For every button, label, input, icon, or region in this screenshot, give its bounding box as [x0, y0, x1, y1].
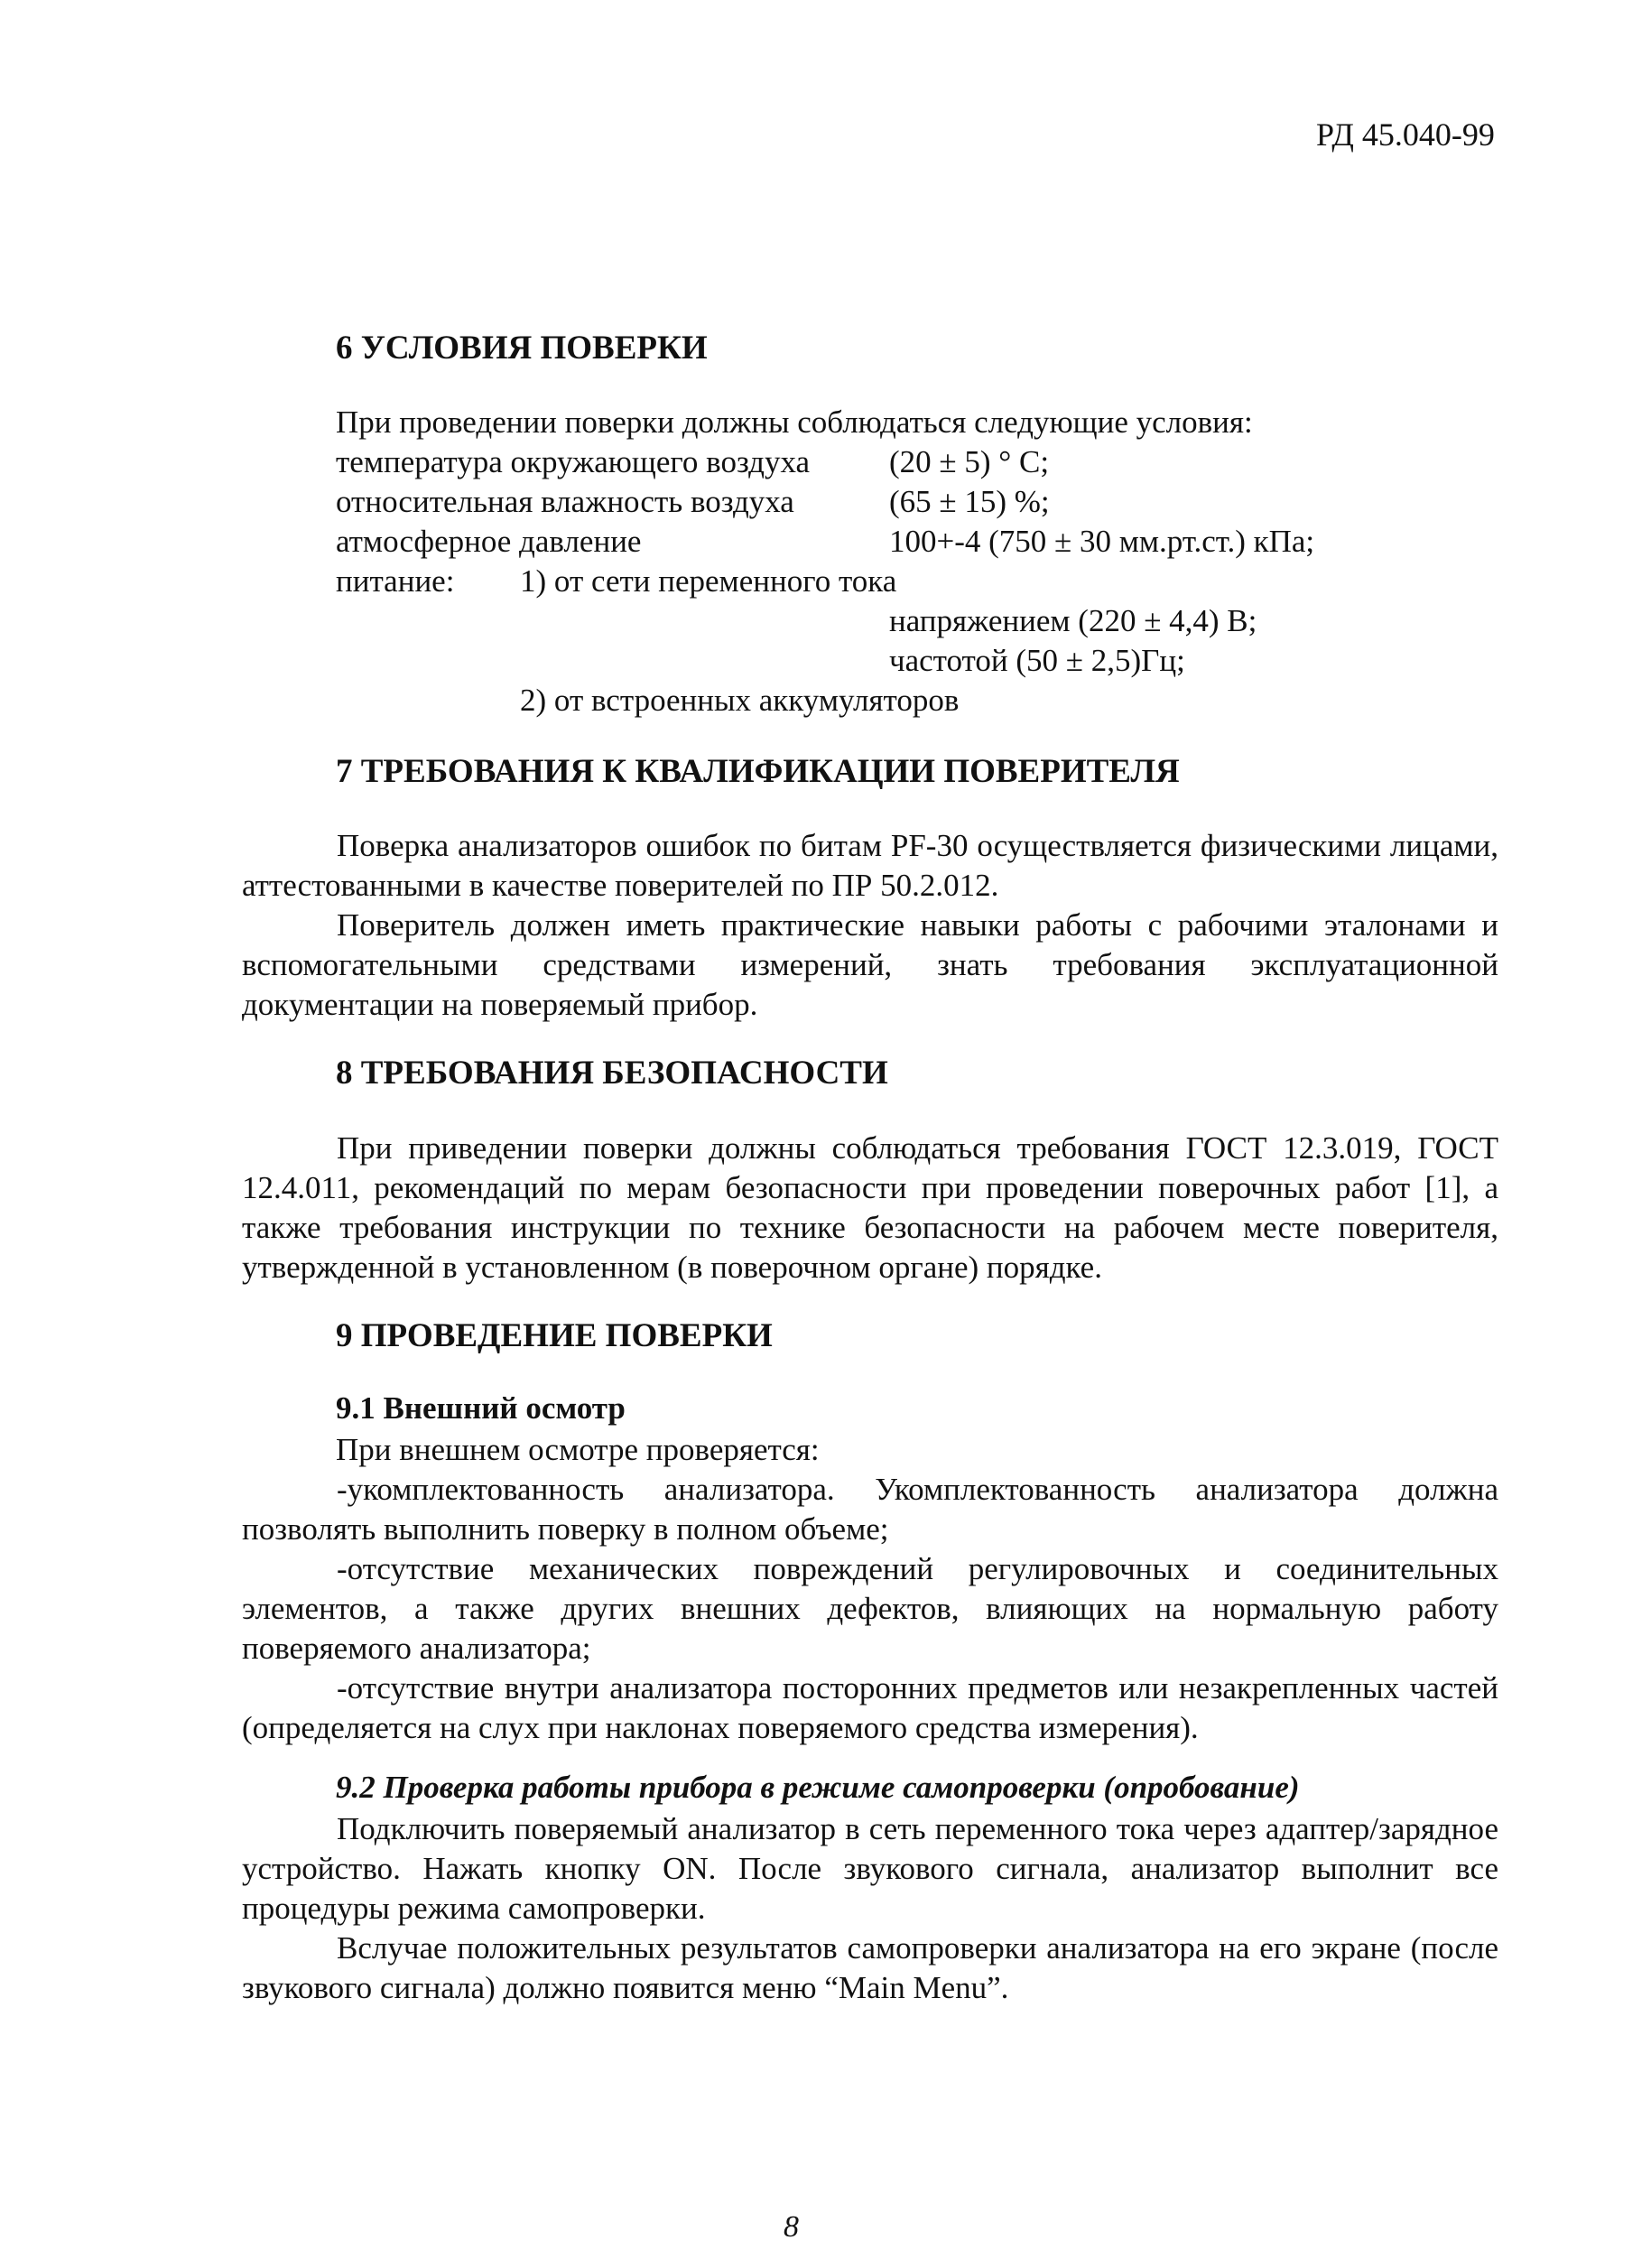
section-7-paragraph-2: Поверитель должен иметь практические навыки работы с рабочими эталонами и вспомогательными средствами измерений, знать требования эксплуатационной документации на поверяемый прибор.	[242, 907, 1498, 1022]
subsection-9-1-title: 9.1 Внешний осмотр	[336, 1390, 626, 1426]
self-test-paragraph-2: Вслучае положительных результатов самопроверки анализатора на его экране (после звукового сигнала) должно появится меню “Main Menu”.	[242, 1930, 1498, 2005]
condition-label-humidity: относительная влажность воздуха	[336, 484, 794, 519]
section-8-paragraph: При приведении поверки должны соблюдаться требования ГОСТ 12.3.019, ГОСТ 12.4.011, рекомендаций по мерам безопасности при проведении поверочных работ [1], а также требования инструкции по технике безопасности на рабочем месте поверителя, утвержденной в установленном (в поверочном органе) порядке.	[242, 1130, 1498, 1285]
inspection-intro: При внешнем осмотре проверяется:	[336, 1432, 820, 1467]
section-8-title: 8 ТРЕБОВАНИЯ БЕЗОПАСНОСТИ	[336, 1055, 888, 1092]
conditions-intro: При проведении поверки должны соблюдаться следующие условия:	[336, 404, 1253, 440]
condition-label-pressure: атмосферное давление	[336, 524, 642, 559]
power-label: питание:	[336, 563, 455, 599]
power-frequency: частотой (50 ± 2,5)Гц;	[889, 643, 1185, 678]
subsection-9-2-title: 9.2 Проверка работы прибора в режиме самопроверки (опробование)	[336, 1770, 1300, 1805]
self-test-paragraph-1: Подключить поверяемый анализатор в сеть переменного тока через адаптер/зарядное устройство. Нажать кнопку ON. После звукового сигнала, анализатор выполнит все процедуры режима самопроверки.	[242, 1811, 1498, 1926]
section-6-title: 6 УСЛОВИЯ ПОВЕРКИ	[336, 330, 708, 367]
power-option-battery: 2) от встроенных аккумуляторов	[520, 683, 960, 718]
power-option-mains: 1) от сети переменного тока	[520, 563, 897, 599]
condition-value-pressure: 100+-4 (750 ± 30 мм.рт.ст.) кПа;	[889, 524, 1315, 559]
section-7-title: 7 ТРЕБОВАНИЯ К КВАЛИФИКАЦИИ ПОВЕРИТЕЛЯ	[336, 753, 1180, 790]
inspection-item-completeness: -укомплектованность анализатора. Укомплектованность анализатора должна позволять выполнить поверку в полном объеме;	[242, 1472, 1498, 1547]
section-9-title: 9 ПРОВЕДЕНИЕ ПОВЕРКИ	[336, 1317, 773, 1354]
section-7-paragraph-1: Поверка анализаторов ошибок по битам PF-30 осуществляется физическими лицами, аттестованными в качестве поверителей по ПР 50.2.012.	[242, 828, 1498, 903]
condition-value-temperature: (20 ± 5) ° С;	[889, 444, 1050, 479]
inspection-item-foreign-objects: -отсутствие внутри анализатора посторонних предметов или незакрепленных частей (определяется на слух при наклонах поверяемого средства измерения).	[242, 1670, 1498, 1745]
condition-value-humidity: (65 ± 15) %;	[889, 484, 1050, 519]
inspection-item-damage: -отсутствие механических повреждений регулировочных и соединительных элементов, а также других внешних дефектов, влияющих на нормальную работу поверяемого анализатора;	[242, 1551, 1498, 1666]
page-number: 8	[784, 2210, 799, 2244]
condition-label-temperature: температура окружающего воздуха	[336, 444, 811, 479]
document-code: РД 45.040-99	[1316, 116, 1495, 153]
power-voltage: напряжением (220 ± 4,4) В;	[889, 603, 1257, 638]
